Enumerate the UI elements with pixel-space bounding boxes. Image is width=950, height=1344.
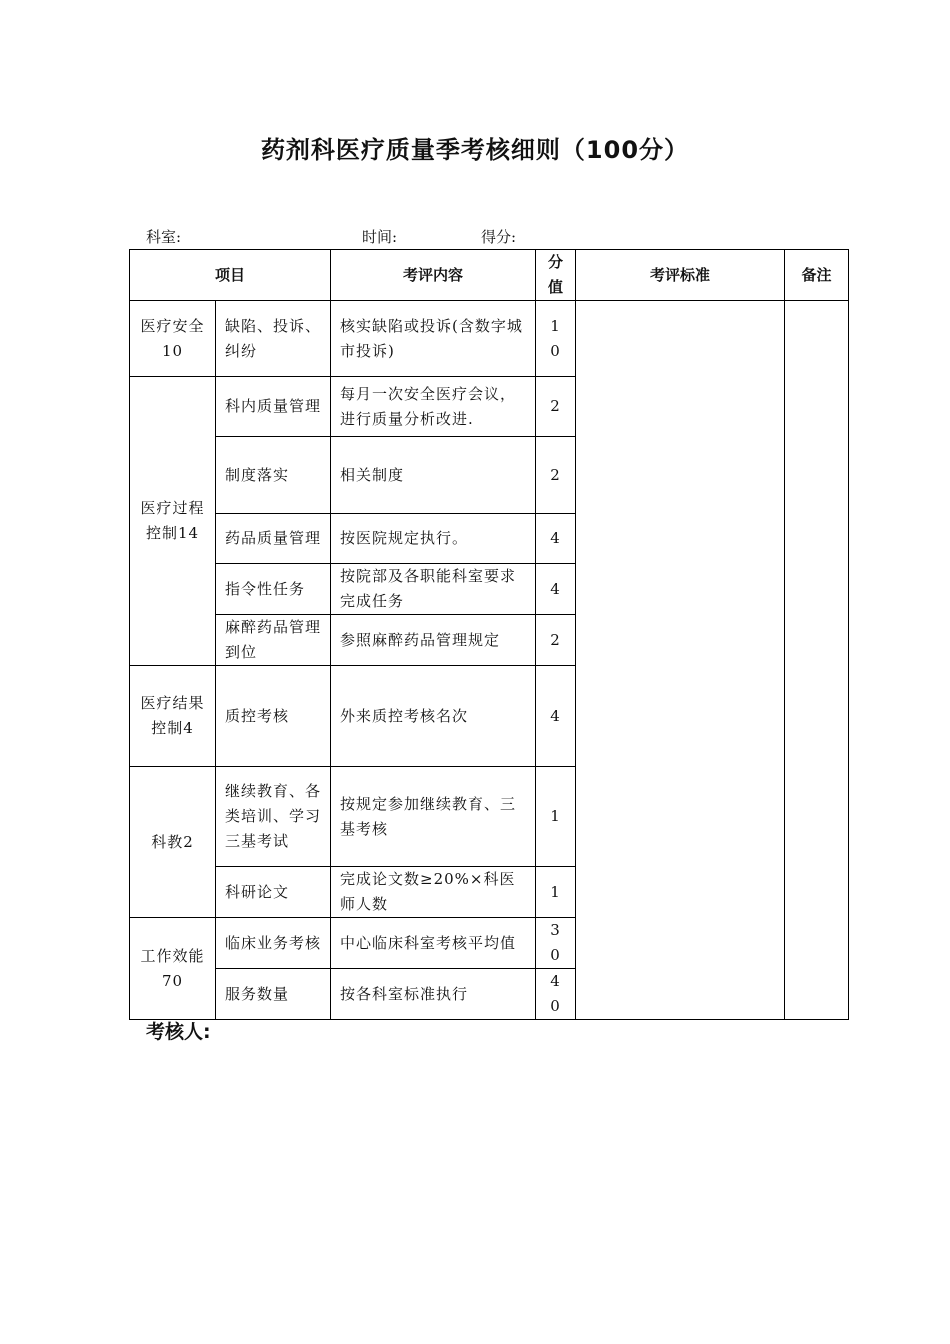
content-cell: 参照麻醉药品管理规定 <box>331 615 536 666</box>
content-cell: 核实缺陷或投诉(含数字城市投诉) <box>331 301 536 377</box>
item-cell: 科内质量管理 <box>216 377 331 437</box>
score-cell: 2 <box>536 377 576 437</box>
item-cell: 质控考核 <box>216 666 331 767</box>
category-cell: 科教2 <box>130 767 216 918</box>
item-cell: 指令性任务 <box>216 564 331 615</box>
category-cell: 医疗结果控制4 <box>130 666 216 767</box>
reviewer-label: 考核人: <box>146 1021 211 1043</box>
score-cell: 2 <box>536 437 576 514</box>
column-header: 考评标准 <box>576 250 785 301</box>
item-cell: 药品质量管理 <box>216 514 331 564</box>
content-cell: 中心临床科室考核平均值 <box>331 918 536 969</box>
content-cell: 按院部及各职能科室要求完成任务 <box>331 564 536 615</box>
item-cell: 缺陷、投诉、纠纷 <box>216 301 331 377</box>
content-cell: 相关制度 <box>331 437 536 514</box>
item-cell: 继续教育、各类培训、学习三基考试 <box>216 767 331 867</box>
score-cell: 10 <box>536 301 576 377</box>
criteria-cell <box>576 301 785 1020</box>
department-label: 科室: <box>146 228 182 246</box>
score-cell: 1 <box>536 867 576 918</box>
score-cell: 2 <box>536 615 576 666</box>
score-cell: 1 <box>536 767 576 867</box>
score-cell: 30 <box>536 918 576 969</box>
content-cell: 外来质控考核名次 <box>331 666 536 767</box>
item-cell: 服务数量 <box>216 969 331 1020</box>
score-label: 得分: <box>481 228 517 246</box>
content-cell: 每月一次安全医疗会议，进行质量分析改进. <box>331 377 536 437</box>
column-header: 考评内容 <box>331 250 536 301</box>
score-cell: 4 <box>536 564 576 615</box>
column-header: 备注 <box>785 250 849 301</box>
score-cell: 4 <box>536 666 576 767</box>
table-row <box>130 301 849 377</box>
item-cell: 科研论文 <box>216 867 331 918</box>
content-cell: 按各科室标准执行 <box>331 969 536 1020</box>
item-cell: 麻醉药品管理到位 <box>216 615 331 666</box>
remarks-cell <box>785 301 849 1020</box>
assessment-table <box>129 249 849 1020</box>
time-label: 时间: <box>362 228 398 246</box>
column-header: 项目 <box>130 250 331 301</box>
content-cell: 完成论文数≥20%×科医师人数 <box>331 867 536 918</box>
score-cell: 40 <box>536 969 576 1020</box>
category-cell: 工作效能70 <box>130 918 216 1020</box>
content-cell: 按医院规定执行。 <box>331 514 536 564</box>
score-cell: 4 <box>536 514 576 564</box>
item-cell: 临床业务考核 <box>216 918 331 969</box>
page-title: 药剂科医疗质量季考核细则（100分） <box>260 136 690 164</box>
table-header-row <box>130 250 849 301</box>
category-cell: 医疗过程控制14 <box>130 377 216 666</box>
content-cell: 按规定参加继续教育、三基考核 <box>331 767 536 867</box>
column-header: 分值 <box>536 250 576 301</box>
category-cell: 医疗安全10 <box>130 301 216 377</box>
item-cell: 制度落实 <box>216 437 331 514</box>
